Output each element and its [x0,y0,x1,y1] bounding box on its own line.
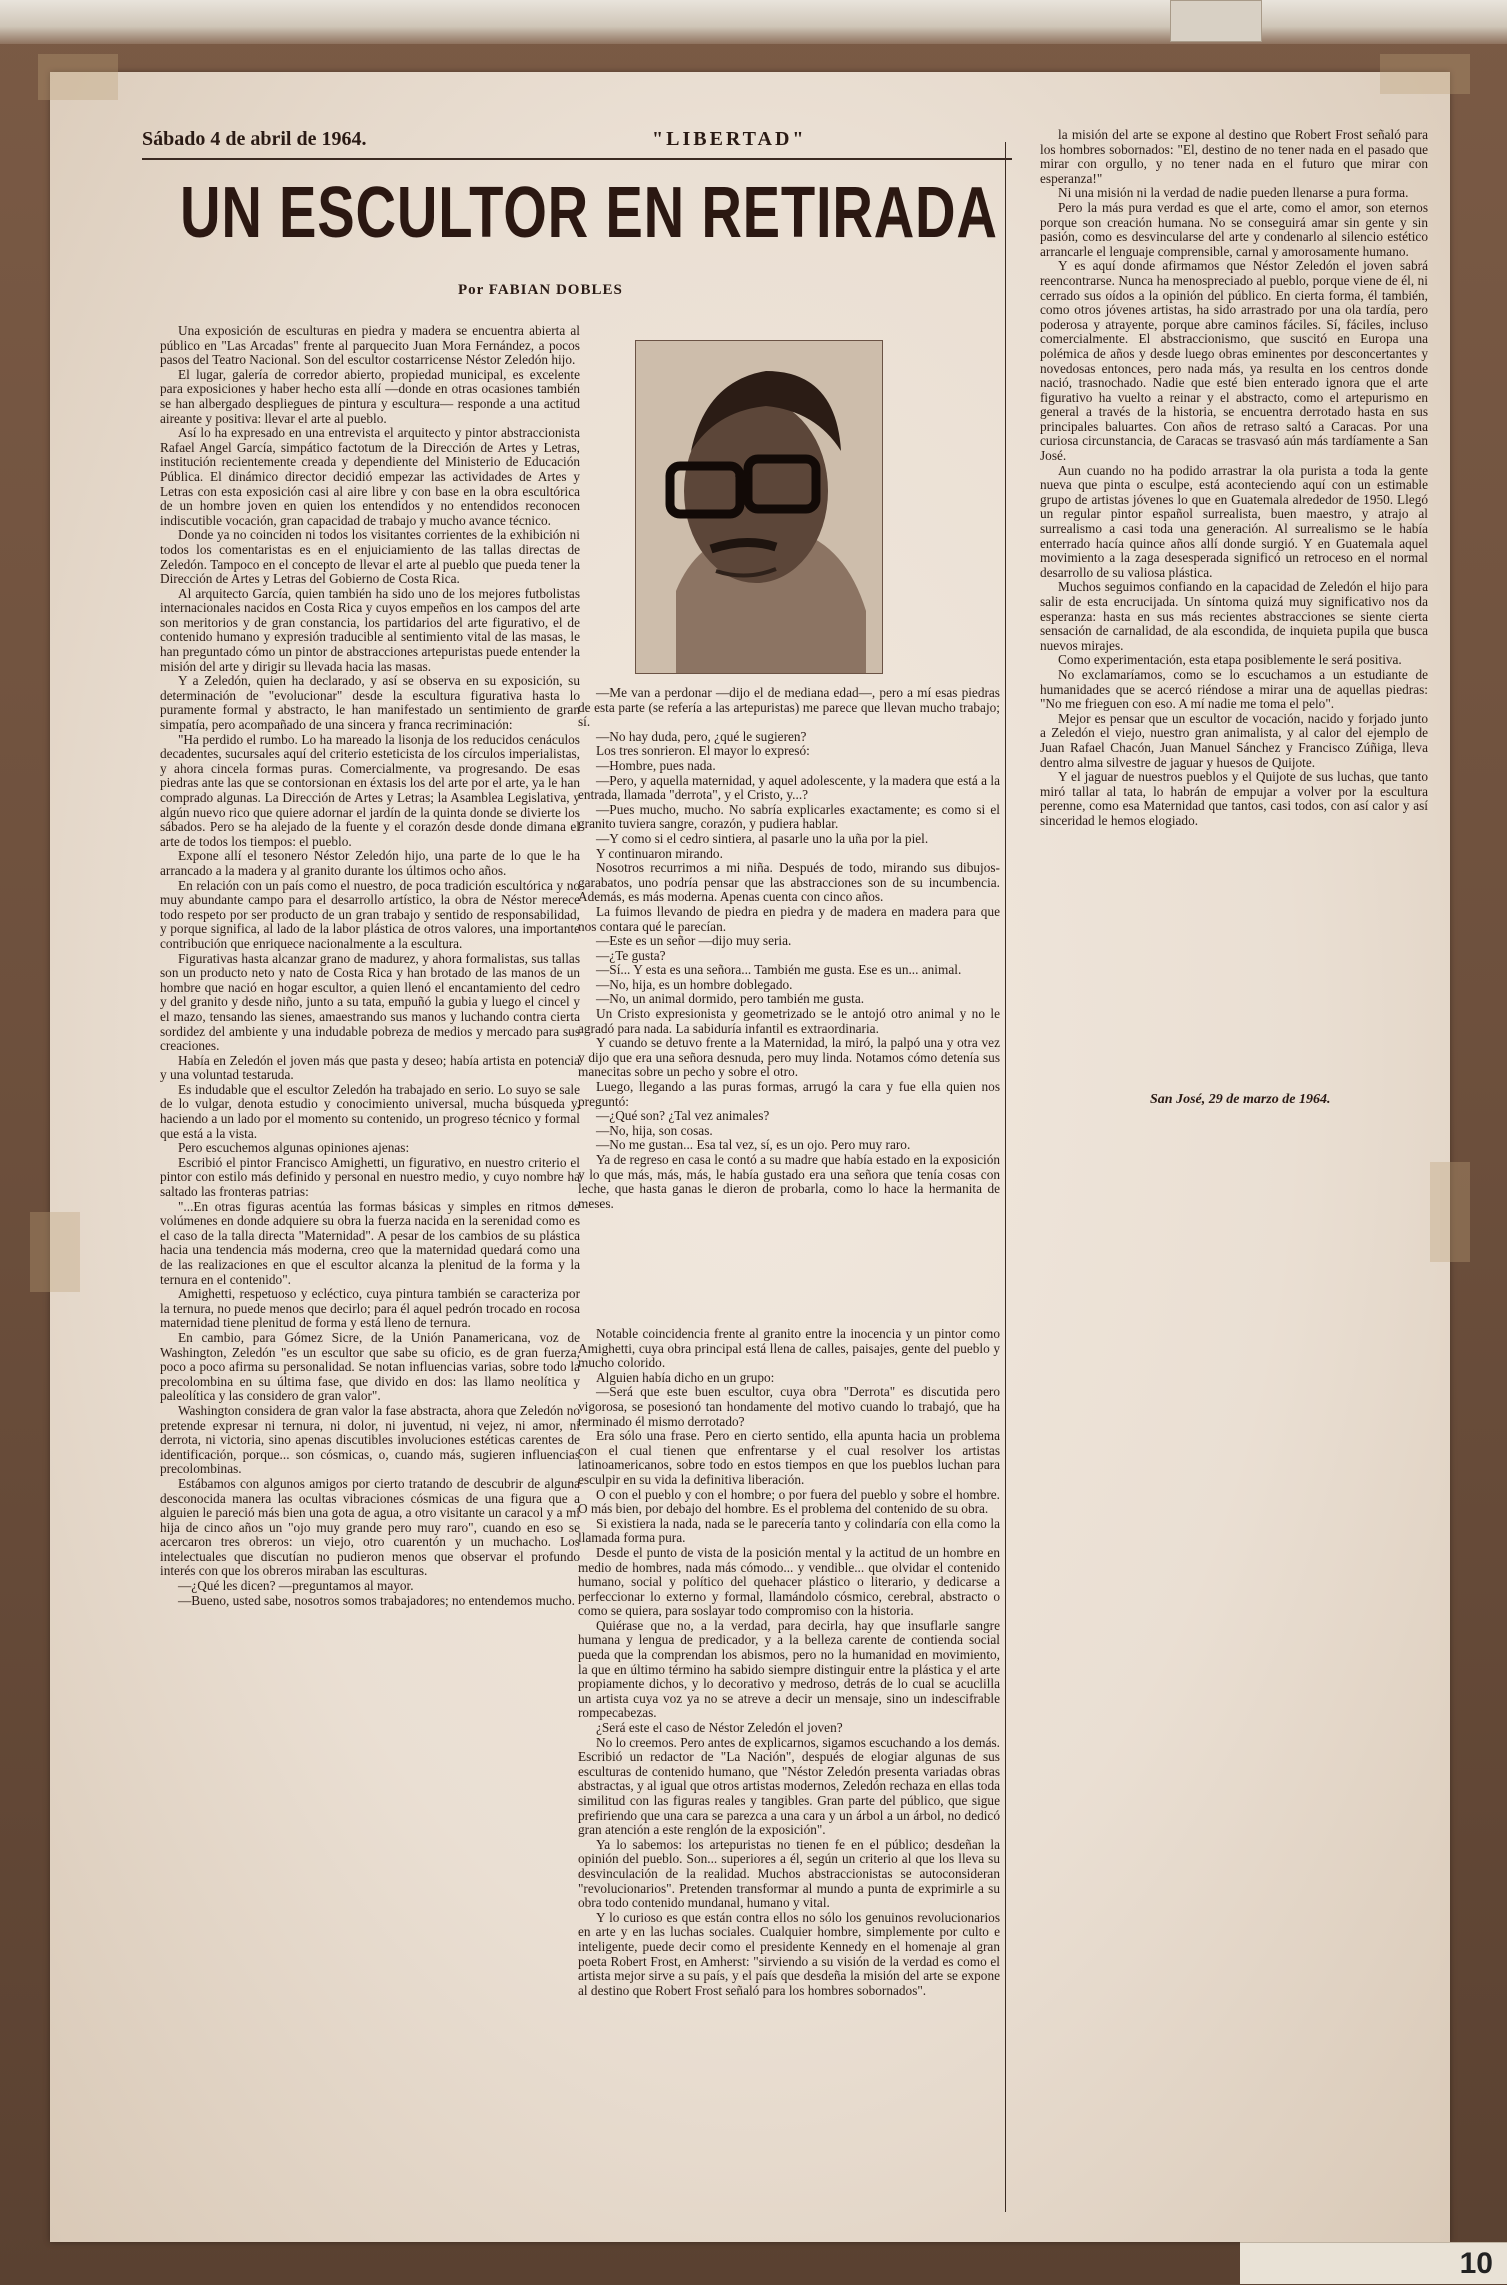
paragraph: Ya lo sabemos: los artepuristas no tienen fe en el público; desdeñan la opinión del pueblo. Son... superiores a él, según un criterio al que los lleva su desvinculación de la realidad. Muchos abstraccionistas se autoconsideran "revolucionarios". Pretenden transformar al mundo a punta de exprimirle a su obra todo contenido mundanal, humano y vital. [578,1836,1000,1911]
paragraph: —Sí... Y esta es una señora... También me gusta. Ese es un... animal. [596,962,962,978]
article-column-3 [1040,128,1428,1078]
paragraph: —Y como si el cedro sintiera, al pasarle uno la uña por la piel. [596,830,929,846]
headline: UN ESCULTOR EN RETIRADA [180,173,998,253]
paragraph: —¿Qué les dicen? —preguntamos al mayor. [178,1578,414,1594]
paragraph: Quiérase que no, a la verdad, para decirla, hay que insuflarle sangre humana y lengua de predicador, y a la belleza carente de contienda social pueda que la comprendan los abismos, pero no la humanidad en movimiento, la que en último término ha sabido siempre distinguir entre la plástica y el arte propiamente dichos, y lo decorativo y medroso, detrás de lo cual se acuclilla un artista cuya voz ya no se atreve a decir un mensaje, sino un indescifrable rompecabezas. [578,1617,1000,1721]
paragraph: —No, hija, es un hombre doblegado. [596,976,793,992]
paragraph: —No hay duda, pero, ¿qué le sugieren? [596,728,807,744]
paragraph: Y a Zeledón, quien ha declarado, y así se observa en su exposición, su determinación de "evolucionar" desde la escultura figurativa hasta lo puramente formal y abstracto, le han manifestado un sentimiento de gran simpatía, pero acompañado de una sincera y franca recriminación: [160,673,580,733]
paragraph: —Me van a perdonar —dijo el de mediana edad—, pero a mí esas piedras de esta parte (se refería a las artepuristas) me parece que llevan mucho trabajo; sí. [578,686,1000,730]
paragraph: Ya de regreso en casa le contó a su madre que había estado en la exposición y lo que más, más, más, le había gustado era una señora que tenía cosas con leche, que hasta ganas le dieron de probarla, como lo hace la hermanita de meses. [578,1152,1000,1211]
paragraph: Escribió el pintor Francisco Amighetti, un figurativo, en nuestro criterio el pintor con estilo más definido y personal en nuestro medio, y cuyo nombre ha saltado las fronteras patrias: [160,1154,580,1200]
paragraph: Pero la más pura verdad es que el arte, como el amor, son eternos porque son creación humana. No se conseguirá amar sin gente y sin pasión, como es desvincularse del arte y condenarlo al silencio estético arrancarle el lenguaje comprensible, carnal y amorosamente humano. [1040,199,1428,259]
paragraph: —No, hija, son cosas. [596,1122,713,1138]
corner-label: 10 [1240,2242,1507,2284]
paragraph: Si existiera la nada, nada se le parecería tanto y colindaría con ella como la llamada forma pura. [578,1515,1000,1546]
paragraph: En relación con un país como el nuestro, de poca tradición escultórica y no muy abundante campo para el desarrollo artístico, la obra de Néstor merece todo respeto por ser producto de un gran trabajo y sentido de responsabilidad, y porque significa, al lado de la labor plástica de otros valores, una importante contribución que enriquece nacionalmente a la escultura. [160,877,580,951]
issue-date: Sábado 4 de abril de 1964. [142,128,367,150]
paragraph: Un Cristo expresionista y geometrizado se le antojó otro animal y no le agradó para nada. La sabiduría infantil es extraordinaria. [578,1006,1000,1036]
portrait-photo-icon [636,341,882,673]
paragraph: No lo creemos. Pero antes de explicarnos, sigamos escuchando a los demás. Escribió un redactor de "La Nación", después de elogiar algunas de sus esculturas de contenido humano, que "Néstor Zeledón presenta variadas obras abstractas, y al igual que otros artistas modernos, Zeledón rechaza en ellas toda similitud con las figuras reales y tangibles. Gran parte del público, que sigue prefiriendo que una cara se parezca a una cara y un árbol a un árbol, no dedicó gran atención a este renglón de la exposición". [578,1734,1000,1838]
article-column-2 [578,686,1000,1326]
paragraph: Era sólo una frase. Pero en cierto sentido, ella apunta hacia un problema con el cual tienen que enfrentarse y el cual resolver los artistas latinoamericanos, sobre todo en estos tiempos en que los pueblos luchan para esculpir en su vida la definitiva liberación. [578,1428,1000,1487]
paragraph: Desde el punto de vista de la posición mental y la actitud de un hombre en medio de hombres, nada más cómodo... y vendible... que olvidar el contenido humano, social y político del quehacer plástico o literario, y dedicarse a perfeccionar lo externo y formal, llamándolo cósmico, cerebral, abstracto o como se quiera, para soslayar todo compromiso con la historia. [578,1544,1000,1619]
paragraph: O con el pueblo y con el hombre; o por fuera del pueblo y sobre el hombre. O más bien, por debajo del hombre. Es el problema del contenido de su obra. [578,1486,1000,1517]
paragraph: Washington considera de gran valor la fase abstracta, ahora que Zeledón no pretende expresar ni ternura, ni dolor, ni juventud, ni vejez, ni amor, ni derrota, ni victoria, sino apenas discutibles involuciones estéticas carentes de identificación, porque... son cósmicas, o, cuando más, sugieren influencias precolombinas. [160,1402,580,1477]
paragraph: Pero escuchemos algunas opiniones ajenas: [178,1140,410,1156]
newspaper-name: "LIBERTAD" [652,128,807,150]
portrait-photo [635,340,883,674]
paragraph: Y lo curioso es que están contra ellos no sólo los genuinos revolucionarios en arte y en las luchas sociales. Cualquier hombre, simplemente por culto e inteligente, puede decir como el presidente Kennedy en el homenaje al gran poeta Robert Frost, en Amherst: "sirviendo a su visión de la verdad es como el artista mejor sirve a su país, y el país que desdeña la misión del arte se expone al destino que Robert Frost señaló para los hombres sobornados". [578,1909,1000,1998]
column-rule [1005,142,1006,2212]
paragraph: Es indudable que el escultor Zeledón ha trabajado en serio. Lo suyo se sale de lo vulgar, denota estudio y conocimiento universal, mucha búsqueda y, haciendo a un lado por el momento su contenido, un progreso técnico y formal que está a la vista. [160,1081,580,1141]
paragraph: Los tres sonrieron. El mayor lo expresó: [596,743,810,759]
top-paper-strip [0,0,1507,44]
paragraph: "...En otras figuras acentúa las formas básicas y simples en ritmos de volúmenes en donde adquiere su obra la fuerza nacida en la serenidad como es el caso de la talla directa "Maternidad". A pesar de los cambios de su plástica hacia una tendencia más moderna, creo que la maternidad quedará como una de las realizaciones en que el escultor alcanza la plenitud de la forma y la ternura en el contenido". [160,1198,580,1287]
paragraph: Nosotros recurrimos a mi niña. Después de todo, mirando sus dibujos-garabatos, uno podría pensar que las abstracciones son de su incumbencia. Además, es más moderna. Apenas cuenta con cinco años. [578,860,1000,905]
paragraph: —¿Te gusta? [596,947,666,963]
paragraph: Alguien había dicho en un grupo: [596,1369,775,1385]
paragraph: Muchos seguimos confiando en la capacidad de Zeledón el hijo para salir de esta encrucijada. Un síntoma quizá muy significativo nos da esperanza: hasta en sus más recientes abstracciones se siente cierta sensación de carnalidad, de ala escondida, de inquieta pupila que busca nuevos mirajes. [1040,579,1428,653]
signature-line: San José, 29 de marzo de 1964. [1150,1092,1331,1107]
newspaper-sheet [50,72,1450,2242]
paragraph: Y el jaguar de nuestros pueblos y el Quijote de sus luchas, que tanto miró tallar al tata, lo habrán de empujar a volver por la escultura perenne, como esa Maternidad que tantos, casi todos, con así calor y así sinceridad le hemos elogiado. [1040,769,1428,828]
paragraph: Luego, llegando a las puras formas, arrugó la cara y fue ella quien nos preguntó: [578,1079,1000,1109]
paragraph: Amighetti, respetuoso y ecléctico, cuya pintura también se caracteriza por la ternura, no puede menos que decirlo; para él aquel pedrón trocado en rocosa maternidad tiene plenitud de forma y está lleno de ternura. [160,1286,580,1331]
newspaper-page [50,72,1450,2242]
paragraph: la misión del arte se expone al destino que Robert Frost señaló para los hombres sobornados: "El, destino de no tener nada en el pasado que mirar con orgullo, y no tener nada en el futuro que mirar con esperanza!" [1040,128,1428,186]
paragraph: Donde ya no coinciden ni todos los visitantes corrientes de la exhibición ni todos los comentaristas es en el enjuiciamiento de las tallas directas de Zeledón. Tampoco en el concepto de llevar el arte al pueblo que pueda tener la Dirección de Artes y Letras del Gobierno de Costa Rica. [160,527,580,587]
paragraph: El lugar, galería de corredor abierto, propiedad municipal, es excelente para exposiciones y haber hecho esta allí —donde en otras ocasiones también se han albergado despliegues de pintura y escultura— responde a una actitud aireante y positiva: llevar el arte al pueblo. [160,366,580,426]
paragraph: —¿Qué son? ¿Tal vez animales? [596,1108,770,1124]
paragraph: Expone allí el tesonero Néstor Zeledón hijo, una parte de lo que le ha arrancado a la madera y al granito durante los últimos ocho años. [160,848,580,878]
paragraph: Había en Zeledón el joven más que pasta y deseo; había artista en potencia y una voluntad testaruda. [160,1052,580,1083]
paragraph: —No, un animal dormido, pero también me gusta. [596,991,865,1007]
paragraph: Al arquitecto García, quien también ha sido uno de los mejores futbolistas internacionales nacidos en Costa Rica y cuyos empeños en los campos del arte son meritorios y de gran constancia, los partidarios del arte figurativo, el de contenido humano y expresión traducible al sentimiento vital de las masas, le han preguntado cómo un pintor de abstracciones artepuristas puede entender la misión del arte y dirigir su llevada hacia las masas. [160,585,580,674]
paragraph: Figurativas hasta alcanzar grano de madurez, y ahora formalistas, sus tallas son un producto neto y nato de Costa Rica y han brotado de las manos de un hombre que nació en hogar escultor, a quien llenó el encantamiento del cedro y del granito y desde niño, junto a su tata, empuñó la gubia y luego el cincel y el mazo, tensando las sienes, amaestrando sus manos y luchando contra cierta sordidez del ambiente y una indudable pobreza de medios y mercado para sus creaciones. [160,950,580,1054]
article-column-2-continued [578,1327,1000,2217]
paragraph: ¿Será este el caso de Néstor Zeledón el joven? [596,1720,843,1736]
article-column-1 [160,324,580,2209]
paragraph: Estábamos con algunos amigos por cierto tratando de descubrir de alguna desconocida manera las ocultas vibraciones cósmicas de una figura que a alguien le pareció más bien una gota de agua, a otro visitante un caracol y a mi hija de cinco años un "ojo muy grande pero muy raro", cuando en eso se acercaron tres obreros: un viejo, otro cuarentón y un muchacho. Los intelectuales que discutían no pudieron menos que observar el profundo interés con que los obreros miraban las esculturas. [160,1475,580,1579]
paragraph: Ni una misión ni la verdad de nadie pueden llenarse a pura forma. [1058,185,1409,201]
paragraph: Notable coincidencia frente al granito entre la inocencia y un pintor como Amighetti, cuya obra principal está llena de calles, paisajes, gente del pueblo y mucho colorido. [578,1327,1000,1371]
paragraph: Así lo ha expresado en una entrevista el arquitecto y pintor abstraccionista Rafael Angel García, simpático factotum de la Dirección de Artes y Letras, institución recientemente creada y dependiente del Ministerio de Educación Pública. El dinámico director decidió empezar las actividades de Artes y Letras con esta exposición casi al aire libre y con base en la obra escultórica de un hombre joven en quien los entendidos y no entendidos reconocen indiscutible vocación, gran capacidad de trabajo y mucho avance técnico. [160,425,580,528]
paragraph: La fuimos llevando de piedra en piedra y de madera en madera para que nos contara qué le parecían. [578,903,1000,934]
paragraph: No exclamaríamos, como se lo escuchamos a un estudiante de humanidades que se acercó riéndose a mirar una de aquellas piedras: "No me frieguen con eso. A mí nadie me toma el pelo". [1040,666,1428,712]
paragraph: Y cuando se detuvo frente a la Maternidad, la miró, la palpó una y otra vez y dijo que era una señora desnuda, pero muy linda. Notamos cómo detenía sus manecitas sobre un pecho y sobre el otro. [578,1035,1000,1080]
byline: Por FABIAN DOBLES [458,282,623,298]
paragraph: Mejor es pensar que un escultor de vocación, nacido y forjado junto a Zeledón el viejo, nuestro gran animalista, y al calor del ejemplo de Juan Rafael Chacón, Juan Manuel Sánchez y Francisco Zúñiga, lleva dentro alma silvestre de jaguar y huesos de Quijote. [1040,710,1428,770]
paragraph: "Ha perdido el rumbo. Lo ha mareado la lisonja de los reducidos cenáculos decadentes, sucursales aquí del criterio esteticista de los círculos imperialistas, y ahora cincela formas puras. Comercialmente, va progresando. De esas piedras ante las que se contorsionan en éxtasis los del arte por el arte, ya le han comprado algunas. La Dirección de Artes y Letras; la Asamblea Legislativa, y algún nuevo rico que quiere adornar el jardín de la quinta donde se divierte los sábados. Pero se ha alejado de la fuente y el corazón desde donde dimana el arte de todos los tiempos: el pueblo. [160,731,580,849]
paragraph: —Hombre, pues nada. [596,757,716,773]
paragraph: —Pues mucho, mucho. No sabría explicarles exactamente; es como si el granito tuviera sangre, corazón, y pudiera hablar. [578,801,1000,832]
paragraph: —Pero, y aquella maternidad, y aquel adolescente, y la madera que está a la entrada, llamada "derrota", y el Cristo, y...? [578,772,1000,803]
paragraph: —Este es un señor —dijo muy seria. [596,933,792,949]
paragraph: Como experimentación, esta etapa posiblemente le será positiva. [1058,652,1402,668]
paragraph: Y es aquí donde afirmamos que Néstor Zeledón el joven sabrá reencontrarse. Nunca ha menospreciado al pueblo, porque viene de él, ni cerrado sus oídos a la opinión del público. En cierta forma, él también, como otros jóvenes artistas, ha sido arrastrado por una ola tardía, pero poderosa y atrayente, porque abre caminos fáciles. Sí, fáciles, incluso comercialmente. El abstraccionismo, que suscitó en Europa una polémica de años y desde luego obras eminentes por desconcertantes y novedosas entonces, pero nada más, ya resulta en los centros donde nació, trasnochado. Nadie que esté bien enterado ignora que el arte figurativo ha vuelto a reinar y el abstracto, como el artepurismo en general a través de la historia, se encuentra derrotado hasta en sus principales baluartes. Con años de retraso saltó a Caracas. Por una curiosa circunstancia, de Caracas se trasvasó aún más tardíamente a San José. [1040,258,1428,464]
paragraph: Una exposición de esculturas en piedra y madera se encuentra abierta al público en "Las Arcadas" frente al parquecito Juan Mora Fernández, a pocos pasos del Teatro Nacional. Son del escultor costarricense Néstor Zeledón hijo. [160,324,580,368]
paragraph: —Será que este buen escultor, cuya obra "Derrota" es discutida pero vigorosa, se posesionó tan hondamente del motivo cuando lo trabajó, que ha terminado él mismo derrotado? [578,1384,1000,1429]
paragraph: Y continuaron mirando. [596,845,723,861]
paragraph: En cambio, para Gómez Sicre, de la Unión Panamericana, voz de Washington, Zeledón "es un escultor que sabe su oficio, es de gran fuerza, poco a poco afirma su personalidad. Se notan influencias varias, sobre todo la precolombina en su última fase, que divido en dos: las llamo neolítica y paleolítica y las considero de gran valor". [160,1329,580,1404]
paragraph: —No me gustan... Esa tal vez, sí, es un ojo. Pero muy raro. [596,1137,911,1153]
dateline [142,128,1012,160]
paragraph: —Bueno, usted sabe, nosotros somos trabajadores; no entendemos mucho. [178,1592,575,1608]
binder-clip [1170,0,1262,42]
paragraph: Aun cuando no ha podido arrastrar la ola purista a toda la gente nueva que pinta o esculpe, está aconteciendo aquí con un estimable grupo de artistas jóvenes lo que en Guatemala alrededor de 1950. Llegó un regular pintor español surrealista, buen maestro, y atrajo al surrealismo a casi toda una generación. Al surrealismo se le había enterrado hacía quince años allí donde surgió. Y en Guatemala aquel movimiento a la zaga desesperada significó un retroceso en el normal desarrollo de su valiosa plástica. [1040,462,1428,580]
